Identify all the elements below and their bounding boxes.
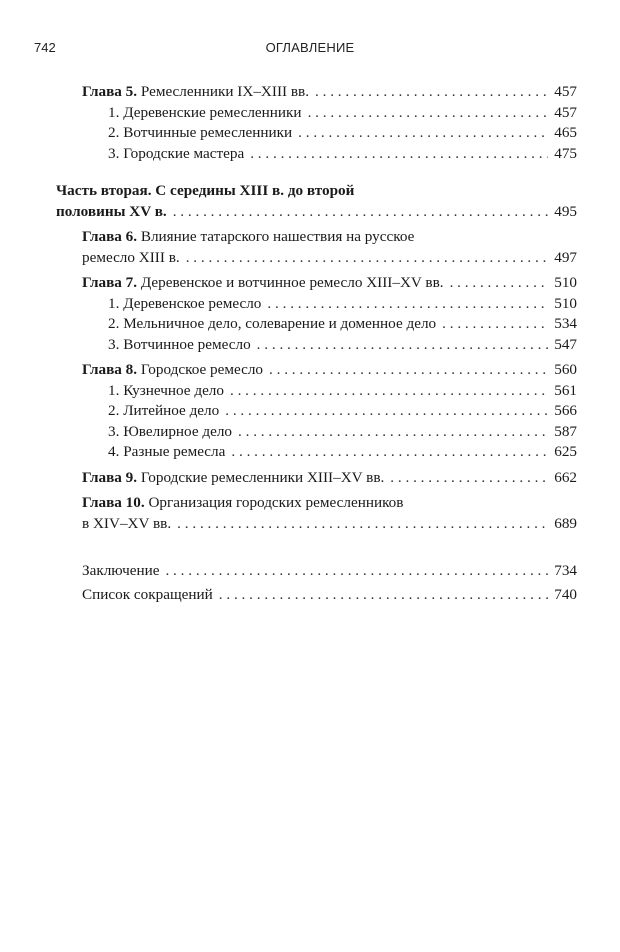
dot-leader bbox=[315, 82, 548, 103]
chapter-prefix: Глава 7. bbox=[82, 274, 138, 291]
page-ref: 662 bbox=[554, 468, 577, 486]
dot-leader bbox=[186, 248, 549, 269]
dot-leader bbox=[173, 202, 549, 223]
dot-leader bbox=[177, 514, 548, 535]
page-ref: 587 bbox=[554, 422, 577, 440]
section-title: 2. Литейное дело bbox=[108, 402, 220, 419]
chapter-title: Деревенское и вотчинное ремесло XIII–XV вв. bbox=[140, 274, 444, 291]
toc-section[interactable] bbox=[82, 103, 577, 124]
toc-chapter-7[interactable] bbox=[82, 273, 577, 294]
page-ref: 465 bbox=[554, 124, 577, 141]
page-header bbox=[34, 40, 586, 60]
page-ref: 510 bbox=[554, 274, 577, 291]
page-ref: 740 bbox=[554, 585, 577, 603]
section-title: 1. Кузнечное дело bbox=[108, 381, 224, 399]
page-ref: 457 bbox=[554, 83, 577, 100]
dot-leader bbox=[257, 335, 549, 356]
dot-leader bbox=[225, 401, 548, 422]
entry-title: Список сокращений bbox=[82, 585, 213, 603]
toc-section[interactable] bbox=[82, 422, 577, 443]
toc-section[interactable] bbox=[82, 401, 577, 422]
toc-section[interactable] bbox=[82, 294, 577, 315]
chapter-prefix: Глава 9. bbox=[82, 468, 138, 486]
section-title: 1. Деревенские ремесленники bbox=[108, 103, 302, 121]
section-title: 3. Городские мастера bbox=[108, 144, 245, 162]
chapter-prefix: Глава 6. bbox=[82, 228, 138, 245]
dot-leader bbox=[308, 103, 549, 124]
chapter-title: Ремесленники IX–XIII вв. bbox=[140, 83, 310, 100]
part-title-line-1: Часть вторая. С середины XIII в. до второй bbox=[56, 182, 355, 199]
page-ref: 560 bbox=[554, 361, 577, 378]
dot-leader bbox=[250, 144, 548, 165]
dot-leader bbox=[269, 360, 548, 381]
chapter-prefix: Глава 5. bbox=[82, 83, 138, 100]
dot-leader bbox=[165, 561, 548, 582]
dot-leader bbox=[390, 468, 548, 489]
toc-chapter-9[interactable] bbox=[82, 468, 577, 489]
page-ref: 689 bbox=[554, 514, 577, 532]
page-ref: 734 bbox=[554, 562, 577, 579]
chapter-title-line-2: ремесло XIII в. bbox=[82, 248, 180, 266]
chapter-prefix: Глава 10. bbox=[82, 494, 145, 511]
section-title: 4. Разные ремесла bbox=[108, 443, 226, 460]
dot-leader bbox=[230, 381, 548, 402]
toc-section[interactable] bbox=[82, 442, 577, 463]
toc-section[interactable] bbox=[82, 314, 577, 335]
toc-conclusion[interactable] bbox=[82, 561, 577, 582]
page-ref: 457 bbox=[554, 103, 577, 121]
page-ref: 510 bbox=[554, 294, 577, 312]
chapter-title-line-1: Влияние татарского нашествия на русское bbox=[140, 228, 415, 245]
table-of-contents bbox=[56, 82, 577, 605]
chapter-title: Городские ремесленники XIII–XV вв. bbox=[140, 468, 385, 486]
dot-leader bbox=[267, 294, 548, 315]
dot-leader bbox=[231, 442, 548, 463]
page-ref: 561 bbox=[554, 381, 577, 399]
toc-section[interactable] bbox=[82, 335, 577, 356]
chapter-title-line-1: Организация городских ремесленников bbox=[148, 494, 404, 511]
dot-leader bbox=[450, 273, 549, 294]
page-ref: 534 bbox=[554, 315, 577, 332]
page-number: 742 bbox=[34, 40, 56, 55]
dot-leader bbox=[238, 422, 548, 443]
running-title: ОГЛАВЛЕНИЕ bbox=[265, 40, 355, 55]
toc-chapter-5[interactable] bbox=[82, 82, 577, 103]
page-ref: 495 bbox=[554, 202, 577, 220]
dot-leader bbox=[298, 123, 548, 144]
chapter-title: Городское ремесло bbox=[140, 361, 264, 378]
toc-chapter-8[interactable] bbox=[82, 360, 577, 381]
section-title: 2. Мельничное дело, солеварение и доменное дело bbox=[108, 315, 437, 332]
dot-leader bbox=[442, 314, 548, 335]
entry-title: Заключение bbox=[82, 562, 160, 579]
page-ref: 566 bbox=[554, 402, 577, 419]
part-title-line-2: половины XV в. bbox=[56, 202, 167, 220]
toc-section[interactable] bbox=[82, 381, 577, 402]
page-ref: 547 bbox=[554, 335, 577, 353]
section-title: 1. Деревенское ремесло bbox=[108, 294, 262, 312]
chapter-prefix: Глава 8. bbox=[82, 361, 138, 378]
page-ref: 475 bbox=[554, 144, 577, 162]
dot-leader bbox=[219, 585, 548, 606]
section-title: 3. Вотчинное ремесло bbox=[108, 335, 251, 353]
toc-abbreviations[interactable] bbox=[82, 585, 577, 606]
page-ref: 497 bbox=[554, 248, 577, 266]
section-title: 3. Ювелирное дело bbox=[108, 422, 233, 440]
section-title: 2. Вотчинные ремесленники bbox=[108, 124, 293, 141]
page-ref: 625 bbox=[554, 443, 577, 460]
toc-chapter-10[interactable] bbox=[82, 493, 577, 534]
toc-section[interactable] bbox=[82, 123, 577, 144]
toc-part-2[interactable] bbox=[56, 181, 577, 222]
toc-chapter-6[interactable] bbox=[82, 227, 577, 268]
toc-section[interactable] bbox=[82, 144, 577, 165]
chapter-title-line-2: в XIV–XV вв. bbox=[82, 514, 172, 532]
